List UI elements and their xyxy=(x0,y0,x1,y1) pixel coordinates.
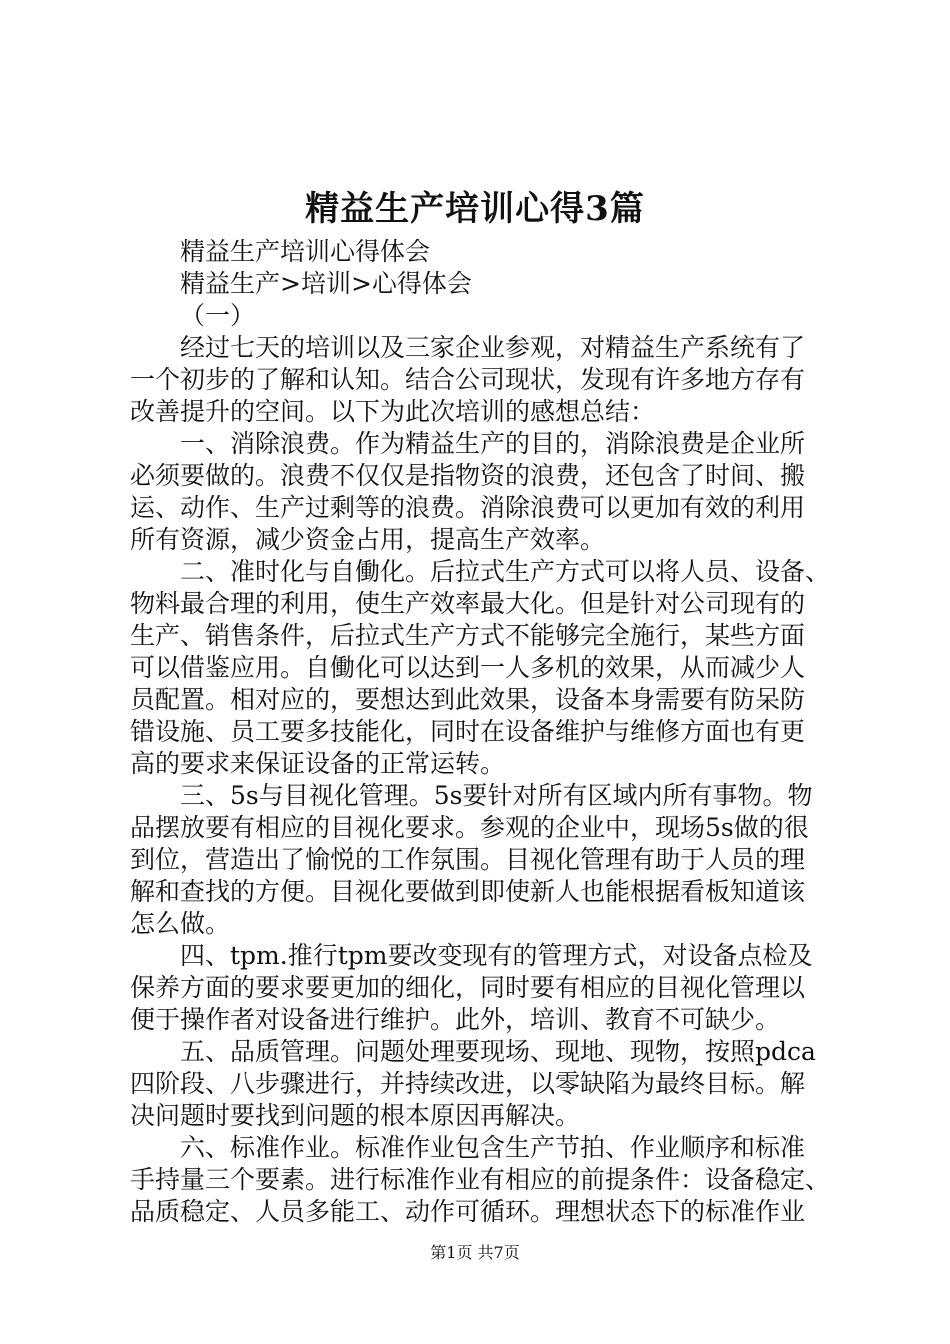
text-line: 保养方面的要求要更加的细化，同时要有相应的目视化管理以 xyxy=(130,973,806,1002)
text-line: 员配置。相对应的，要想达到此效果，设备本身需要有防呆防 xyxy=(130,685,806,714)
text-line: 物料最合理的利用，使生产效率最大化。但是针对公司现有的 xyxy=(130,589,806,618)
text-line: 到位，营造出了愉悦的工作氛围。目视化管理有助于人员的理 xyxy=(130,845,806,874)
text-line: 五、品质管理。问题处理要现场、现地、现物，按照pdca xyxy=(180,1037,816,1066)
text-line: 一个初步的了解和认知。结合公司现状，发现有许多地方存有 xyxy=(130,365,806,394)
text-line: 生产、销售条件，后拉式生产方式不能够完全施行，某些方面 xyxy=(130,621,806,650)
text-line: 高的要求来保证设备的正常运转。 xyxy=(130,749,506,778)
document-body xyxy=(130,236,832,1228)
text-line: 一、消除浪费。作为精益生产的目的，消除浪费是企业所 xyxy=(180,429,806,458)
text-line: 解和查找的方便。目视化要做到即使新人也能根据看板知道该 xyxy=(130,877,806,906)
text-line: 改善提升的空间。以下为此次培训的感想总结： xyxy=(130,397,656,426)
text-line: 必须要做的。浪费不仅仅是指物资的浪费，还包含了时间、搬 xyxy=(130,461,806,490)
text-line: 二、准时化与自働化。后拉式生产方式可以将人员、设备、 xyxy=(180,557,831,586)
text-line: （一） xyxy=(180,301,256,330)
text-line: 三、5s与目视化管理。5s要针对所有区域内所有事物。物 xyxy=(180,781,813,810)
text-line: 品摆放要有相应的目视化要求。参观的企业中，现场5s做的很 xyxy=(130,813,809,842)
text-line: 品质稳定、人员多能工、动作可循环。理想状态下的标准作业 xyxy=(130,1197,806,1226)
text-line: 便于操作者对设备进行维护。此外，培训、教育不可缺少。 xyxy=(130,1005,781,1034)
text-line: 可以借鉴应用。自働化可以达到一人多机的效果，从而减少人 xyxy=(130,653,806,682)
text-line: 决问题时要找到问题的根本原因再解决。 xyxy=(130,1101,581,1130)
text-line: 手持量三个要素。进行标准作业有相应的前提条件：设备稳定、 xyxy=(130,1165,831,1194)
text-line: 四阶段、八步骤进行，并持续改进，以零缺陷为最终目标。解 xyxy=(130,1069,806,1098)
text-line: 所有资源，减少资金占用，提高生产效率。 xyxy=(130,525,606,554)
text-line: 运、动作、生产过剩等的浪费。消除浪费可以更加有效的利用 xyxy=(130,493,806,522)
text-line: 错设施、员工要多技能化，同时在设备维护与维修方面也有更 xyxy=(130,717,806,746)
text-line: 精益生产培训心得体会 xyxy=(180,237,431,266)
text-line: 四、tpm.推行tpm要改变现有的管理方式，对设备点检及 xyxy=(180,941,813,970)
page-footer: 第1页 共7页 xyxy=(430,1243,520,1262)
document-title: 精益生产培训心得3篇 xyxy=(305,189,645,229)
text-line: 六、标准作业。标准作业包含生产节拍、作业顺序和标准 xyxy=(180,1133,806,1162)
text-line: 怎么做。 xyxy=(130,909,231,938)
text-line: 经过七天的培训以及三家企业参观，对精益生产系统有了 xyxy=(180,333,806,362)
text-line: 精益生产>培训>心得体会 xyxy=(180,269,472,298)
